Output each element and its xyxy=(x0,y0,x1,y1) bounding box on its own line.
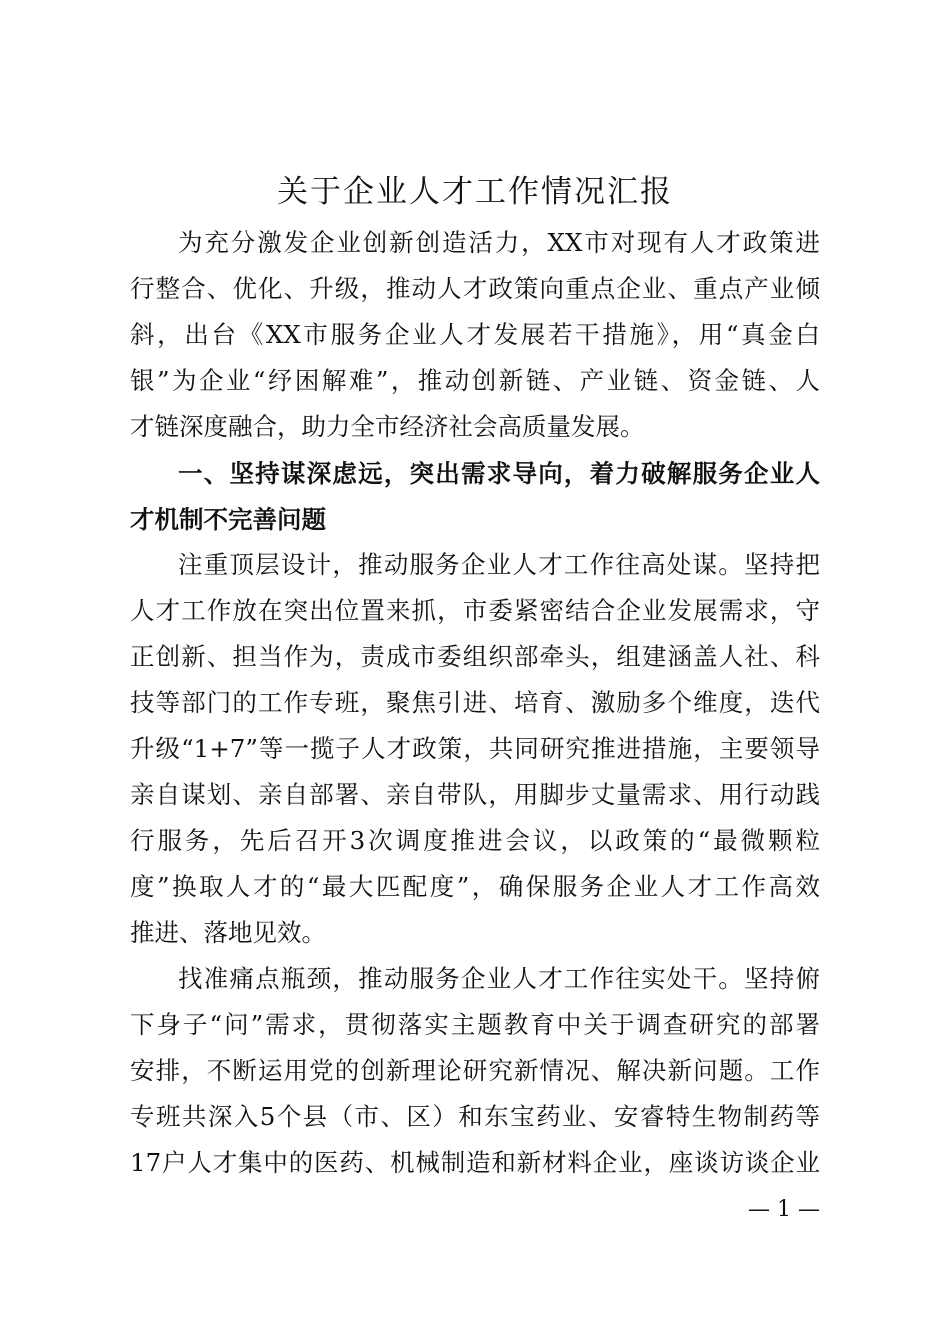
body-line: 才链深度融合，助力全市经济社会高质量发展。 xyxy=(130,412,645,441)
body-line: 正创新、担当作为，责成市委组织部牵头，组建涵盖人社、科 xyxy=(130,642,820,671)
body-line: 下身子“问”需求，贯彻落实主题教育中关于调查研究的部署 xyxy=(130,1010,820,1039)
body-line: 斜，出台《XX市服务企业人才发展若干措施》，用“真金白 xyxy=(130,320,820,349)
body-line: 度”换取人才的“最大匹配度”，确保服务企业人才工作高效 xyxy=(130,872,820,901)
body-line: 行整合、优化、升级，推动人才政策向重点企业、重点产业倾 xyxy=(130,274,820,303)
body-line: 找准痛点瓶颈，推动服务企业人才工作往实处干。坚持俯 xyxy=(178,964,820,993)
body-line: 17户人才集中的医药、机械制造和新材料企业，座谈访谈企业 xyxy=(130,1148,820,1177)
body-line: 人才工作放在突出位置来抓，市委紧密结合企业发展需求，守 xyxy=(130,596,820,625)
body-line: 技等部门的工作专班，聚焦引进、培育、激励多个维度，迭代 xyxy=(130,688,820,717)
body-line: 亲自谋划、亲自部署、亲自带队，用脚步丈量需求、用行动践 xyxy=(130,780,820,809)
document-title: 关于企业人才工作情况汇报 xyxy=(277,174,673,210)
page-number: — 1 — xyxy=(748,1197,820,1222)
body-line: 安排，不断运用党的创新理论研究新情况、解决新问题。工作 xyxy=(130,1056,820,1085)
section-heading-line: 一、坚持谋深虑远，突出需求导向，着力破解服务企业人 xyxy=(178,459,820,488)
body-line: 为充分激发企业创新创造活力，XX市对现有人才政策进 xyxy=(178,228,820,257)
body-line: 行服务，先后召开3次调度推进会议，以政策的“最微颗粒 xyxy=(130,826,820,855)
body-line: 注重顶层设计，推动服务企业人才工作往高处谋。坚持把 xyxy=(178,550,820,579)
body-line: 专班共深入5个县（市、区）和东宝药业、安睿特生物制药等 xyxy=(130,1102,820,1131)
section-heading-line: 才机制不完善问题 xyxy=(130,505,326,534)
body-line: 推进、落地见效。 xyxy=(130,918,326,947)
body-line: 升级“1+7”等一揽子人才政策，共同研究推进措施，主要领导 xyxy=(130,734,820,763)
body-line: 银”为企业“纾困解难”，推动创新链、产业链、资金链、人 xyxy=(130,366,820,395)
